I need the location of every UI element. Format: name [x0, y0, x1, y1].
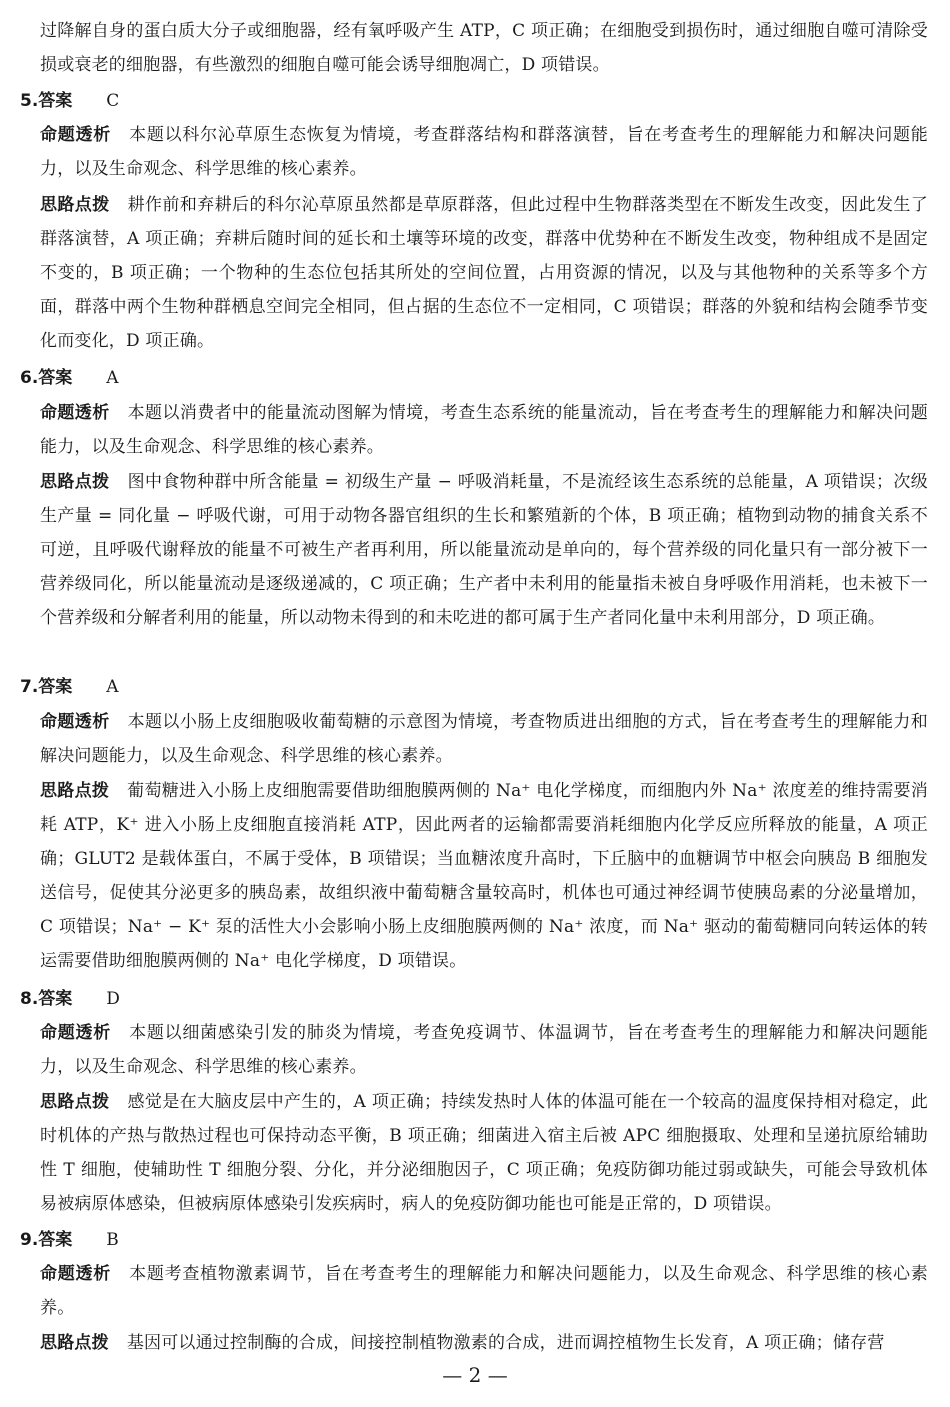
analysis-text: 本题以科尔沁草原生态恢复为情境，考查群落结构和群落演替，旨在考查考生的理解能力和解决问题能力，以及生命观念、科学思维的核心素养。 — [40, 125, 928, 179]
question-5-hint — [40, 188, 928, 358]
hint-label: 思路点拨 — [40, 472, 110, 492]
analysis-text: 本题考查植物激素调节，旨在考查考生的理解能力和解决问题能力，以及生命观念、科学思维的核心素养。 — [40, 1264, 928, 1318]
answer-value: B — [106, 1230, 119, 1250]
analysis-label: 命题透析 — [40, 1023, 112, 1043]
question-9-hint — [40, 1326, 928, 1360]
question-8-analysis — [40, 1016, 928, 1084]
hint-text: 耕作前和弃耕后的科尔沁草原虽然都是草原群落，但此过程中生物群落类型在不断发生改变，因此发生了群落演替，A 项正确；弃耕后随时间的延长和土壤等环境的改变，群落中优势种在不断发生改变，物种组成不是固定不变的，B 项正确；一个物种的生态位包括其所处的空间位置，占用资源的情况，以及与其他物种的关系等多个方面，群落中两个生物种群栖息空间完全相同，但占据的生态位不一定相同，C 项错误；群落的外貌和结构会随季节变化而变化，D 项正确。 — [40, 195, 928, 351]
page-number: — 2 — — [442, 1363, 508, 1387]
analysis-text: 本题以消费者中的能量流动图解为情境，考查生态系统的能量流动，旨在考查考生的理解能力和解决问题能力，以及生命观念、科学思维的核心素养。 — [40, 403, 928, 457]
hint-label: 思路点拨 — [40, 195, 110, 215]
hint-text: 感觉是在大脑皮层中产生的，A 项正确；持续发热时人体的体温可能在一个较高的温度保持相对稳定，此时机体的产热与散热过程也可保持动态平衡，B 项正确；细菌进入宿主后被 APC 细胞摄取、处理和呈递抗原给辅助性 T 细胞，使辅助性 T 细胞分裂、分化，并分泌细胞因子，C 项正确；免疫防御功能过弱或缺失，可能会导致机体易被病原体感染，但被病原体感染引发疾病时，病人的免疫防御功能也可能是正常的，D 项错误。 — [40, 1092, 928, 1214]
question-6-hint — [40, 465, 928, 635]
question-9-analysis — [40, 1257, 928, 1325]
analysis-label: 命题透析 — [40, 712, 110, 732]
question-9-answer-line — [20, 1223, 119, 1257]
question-5-answer-line — [20, 84, 119, 118]
hint-text: 图中食物种群中所含能量 = 初级生产量 − 呼吸消耗量，不是流经该生态系统的总能量，A 项错误；次级生产量 = 同化量 − 呼吸代谢，可用于动物各器官组织的生长和繁殖新的个体，B 项正确；植物到动物的捕食关系不可逆，且呼吸代谢释放的能量不可被生产者再利用，所以能量流动是单向的，每个营养级的同化量只有一部分被下一营养级同化，所以能量流动是逐级递减的，C 项正确；生产者中未利用的能量指未被自身呼吸作用消耗，也未被下一个营养级和分解者利用的能量，所以动物未得到的和未吃进的都可属于生产者同化量中未利用部分，D 项正确。 — [40, 472, 928, 628]
analysis-label: 命题透析 — [40, 1264, 112, 1284]
question-number: 5. — [20, 91, 39, 111]
question-7-answer-line — [20, 670, 119, 704]
hint-label: 思路点拨 — [40, 781, 110, 801]
question-number: 8. — [20, 989, 39, 1009]
analysis-text: 本题以小肠上皮细胞吸收葡萄糖的示意图为情境，考查物质进出细胞的方式，旨在考查考生的理解能力和解决问题能力，以及生命观念、科学思维的核心素养。 — [40, 712, 928, 766]
question-8-hint — [40, 1085, 928, 1221]
answer-label: 答案 — [38, 989, 73, 1009]
question-7-analysis — [40, 705, 928, 773]
hint-text: 葡萄糖进入小肠上皮细胞需要借助细胞膜两侧的 Na⁺ 电化学梯度，而细胞内外 Na⁺ 浓度差的维持需要消耗 ATP，K⁺ 进入小肠上皮细胞直接消耗 ATP，因此两者的运输都需要消耗细胞内化学反应所释放的能量，A 项正确；GLUT2 是载体蛋白，不属于受体，B 项错误；当血糖浓度升高时，下丘脑中的血糖调节中枢会向胰岛 B 细胞发送信号，促使其分泌更多的胰岛素，故组织液中葡萄糖含量较高时，机体也可通过神经调节使胰岛素的分泌量增加，C 项错误；Na⁺ − K⁺ 泵的活性大小会影响小肠上皮细胞膜两侧的 Na⁺ 浓度，而 Na⁺ 驱动的葡萄糖同向转运体的转运需要借助细胞膜两侧的 Na⁺ 电化学梯度，D 项错误。 — [40, 781, 928, 971]
hint-label: 思路点拨 — [40, 1092, 110, 1112]
analysis-label: 命题透析 — [40, 403, 110, 423]
answer-value: A — [106, 677, 119, 697]
answer-value: A — [106, 368, 119, 388]
analysis-label: 命题透析 — [40, 125, 112, 145]
answer-label: 答案 — [38, 91, 73, 111]
question-6-answer-line — [20, 361, 119, 395]
hint-text: 基因可以通过控制酶的合成，间接控制植物激素的合成，进而调控植物生长发育，A 项正确；储存营 — [126, 1333, 885, 1353]
answer-label: 答案 — [38, 368, 73, 388]
analysis-text: 本题以细菌感染引发的肺炎为情境，考查免疫调节、体温调节，旨在考查考生的理解能力和解决问题能力，以及生命观念、科学思维的核心素养。 — [40, 1023, 928, 1077]
question-6-analysis — [40, 396, 928, 464]
question-7-hint — [40, 774, 928, 978]
question-number: 9. — [20, 1230, 39, 1250]
question-number: 6. — [20, 368, 39, 388]
answer-value: D — [106, 989, 120, 1009]
answer-label: 答案 — [38, 1230, 73, 1250]
question-number: 7. — [20, 677, 39, 697]
intro-paragraph: 过降解自身的蛋白质大分子或细胞器，经有氧呼吸产生 ATP，C 项正确；在细胞受到损伤时，通过细胞自噬可清除受损或衰老的细胞器，有些激烈的细胞自噬可能会诱导细胞凋亡，D 项错误。 — [40, 21, 928, 75]
question-8-answer-line — [20, 982, 120, 1016]
question-5-analysis — [40, 118, 928, 186]
hint-label: 思路点拨 — [40, 1333, 109, 1353]
answer-label: 答案 — [38, 677, 73, 697]
answer-value: C — [106, 91, 120, 111]
